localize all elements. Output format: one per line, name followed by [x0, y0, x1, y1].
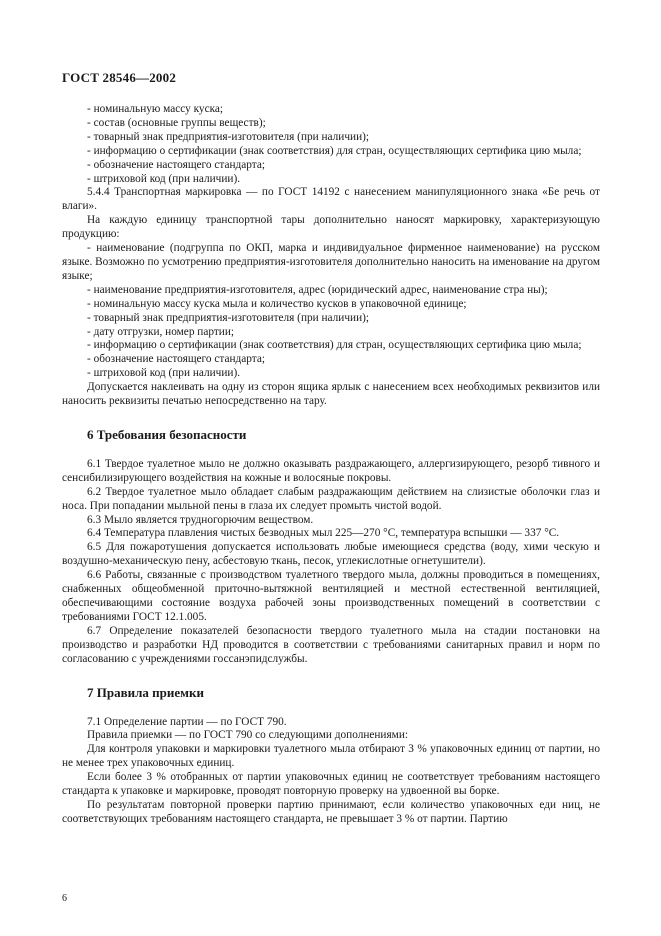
section-6-title: 6 Требования безопасности [87, 426, 247, 442]
list-item: - товарный знак предприятия-изготовителя (при наличии); [87, 311, 370, 324]
paragraph-6-6: 6.6 Работы, связанные с производством туалетного твердого мыла, должны проводиться в помещениях, снабженных общеобменной приточно-вытяжной вентиляцией и местной естественной вентиляцией, обеспечивающими состояние воздуха рабочей зоны производственных помещений в соответствии с требованиями ГОСТ 12.1.005. [62, 569, 600, 623]
list-item: - номинальную массу куска; [87, 103, 224, 115]
list-item: - штриховой код (при наличии). [87, 172, 241, 185]
page-number: 6 [62, 893, 67, 904]
list-item: - обозначение настоящего стандарта; [87, 353, 265, 366]
paragraph-6-5: 6.5 Для пожаротушения допускается использовать любые имеющиеся средства (воду, хими ческую и воздушно-механическую пену, асбестовую ткань, песок, углекислотные огнетушители). [62, 541, 600, 568]
paragraph-6-4: 6.4 Температура плавления чистых безводных мыл 225—270 °С, температура вспышки — 337 °С. [87, 527, 560, 540]
paragraph-6-1: 6.1 Твердое туалетное мыло не должно оказывать раздражающего, аллергизирующего, резорб тивного и сенсибилизирующего воздействия на кожные и волосяные покровы. [62, 457, 600, 484]
list-item: - товарный знак предприятия-изготовителя (при наличии); [87, 130, 370, 143]
document-body [62, 103, 600, 827]
list-item: - наименование (подгруппа по ОКП, марка и индивидуальное фирменное наименование) на русском языке. Возможно по усмотрению предприятия-изготовителя дополнительно наносить на именование на другом языке; [62, 242, 600, 282]
paragraph-retest-result: По результатам повторной проверки партию принимают, если количество упаковочных еди ниц, не соответствующих требованиям настоящего стандарта, не превышает 3 % от партии. Партию [62, 798, 600, 825]
list-item: - номинальную массу куска мыла и количество кусков в упаковочной единице; [87, 297, 467, 310]
section-7-title: 7 Правила приемки [87, 684, 204, 700]
paragraph-5-4-4: 5.4.4 Транспортная маркировка — по ГОСТ 14192 с нанесением манипуляционного знака «Бе речь от влаги». [62, 186, 600, 213]
paragraph-retest: Если более 3 % отобранных от партии упаковочных единиц не соответствует требованиям настоящего стандарта к упаковке и маркировке, проводят повторную проверку на удвоенной вы борке. [62, 771, 600, 798]
paragraph-6-3: 6.3 Мыло является трудногорючим веществом. [87, 513, 314, 526]
paragraph-6-2: 6.2 Твердое туалетное мыло обладает слабым раздражающим действием на слизистые оболочки глаз и носа. При попадании мыльной пены в глаза их следует промыть чистой водой. [62, 485, 600, 512]
list-item: - информацию о сертификации (знак соответствия) для стран, осуществляющих сертифика цию мыла; [87, 144, 582, 157]
paragraph-transport-marking: На каждую единицу транспортной тары дополнительно наносят маркировку, характеризующую продукцию: [62, 214, 600, 241]
list-item: - состав (основные группы веществ); [87, 116, 266, 129]
paragraph-6-7: 6.7 Определение показателей безопасности твердого туалетного мыла на стадии постановки на производство и разработки НД проводится в соответствии с требованиями санитарных правил и норм по согласованию с учреждениями госсанэпидслужбы. [62, 624, 600, 665]
list-item: - информацию о сертификации (знак соответствия) для стран, осуществляющих сертифика цию мыла; [87, 339, 582, 352]
paragraph-acceptance-rules: Правила приемки — по ГОСТ 790 со следующими дополнениями: [87, 729, 409, 742]
list-item: - дату отгрузки, номер партии; [87, 325, 235, 338]
paragraph-sampling: Для контроля упаковки и маркировки туалетного мыла отбирают 3 % упаковочных единиц от партии, но не менее трех упаковочных единиц. [62, 743, 600, 770]
paragraph-label-allowed: Допускается наклеивать на одну из сторон ящика ярлык с нанесением всех необходимых реквизитов или наносить реквизиты печатью непосредственно на тару. [62, 381, 600, 408]
paragraph-7-1: 7.1 Определение партии — по ГОСТ 790. [87, 715, 287, 728]
document-code-header: ГОСТ 28546—2002 [62, 70, 177, 85]
list-item: - наименование предприятия-изготовителя, адрес (юридический адрес, наименование стра ны); [87, 283, 548, 296]
list-item: - обозначение настоящего стандарта; [87, 158, 265, 171]
list-item: - штриховой код (при наличии). [87, 367, 241, 380]
